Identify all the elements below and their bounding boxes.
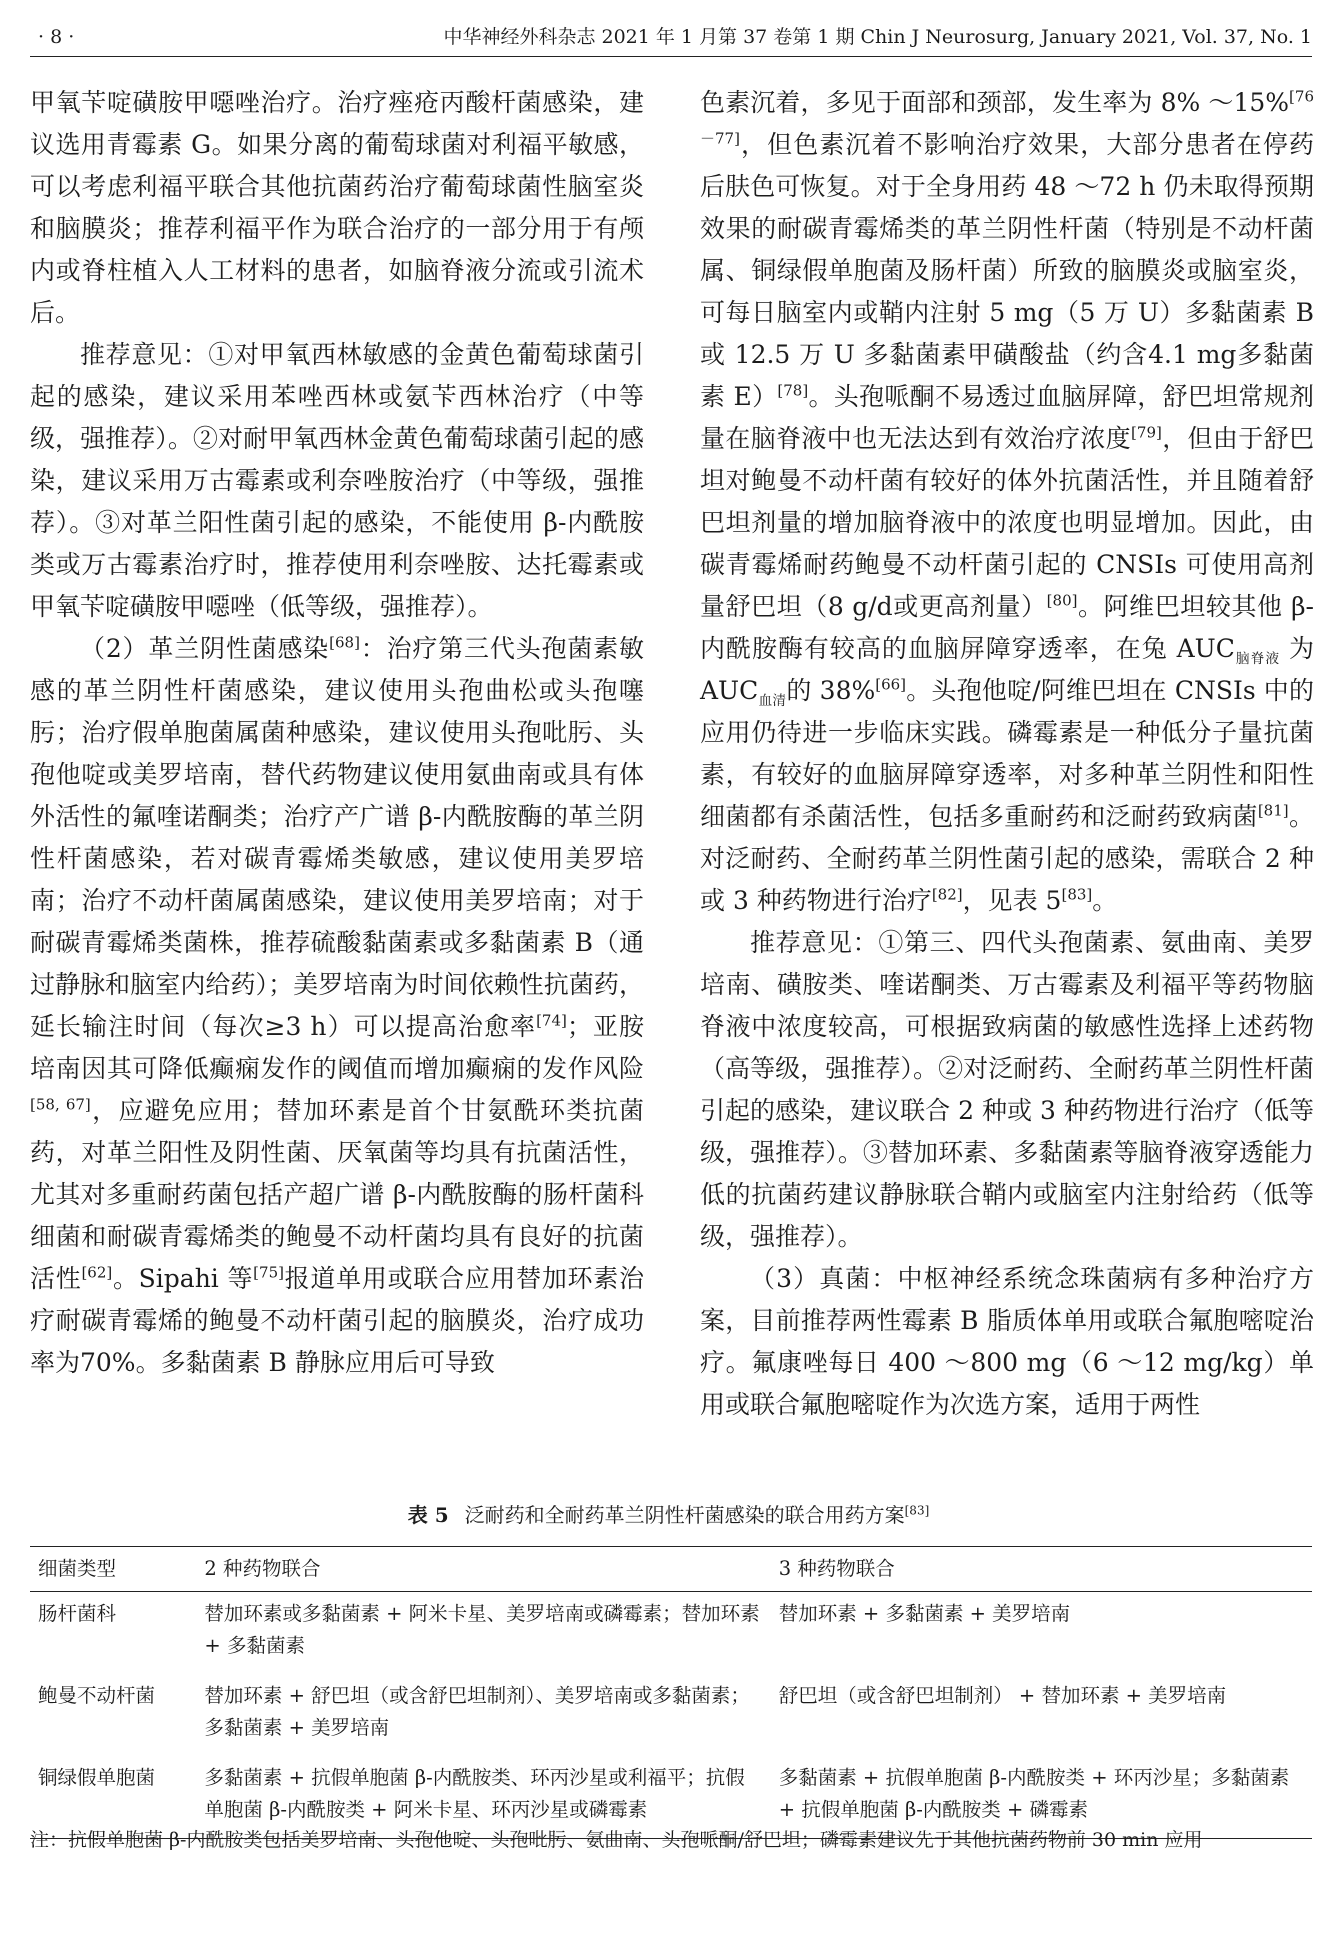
combination-therapy-table [30, 1546, 1312, 1839]
fungal-paragraph: （3）真菌：中枢神经系统念珠菌病有多种治疗方案，目前推荐两性霉素 B 脂质体单用或联合氟胞嘧啶治疗。氟康唑每日 400 ～800 mg（6 ～12 mg/kg）单用或联合氟胞嘧啶作为次选方案，适用于两性 [700, 1264, 1314, 1419]
text: ，应避免应用；替加环素是首个甘氨酰环类抗菌药，对革兰阳性及阴性菌、厌氧菌等均具有抗菌活性，尤其对多重耐药菌包括产超广谱 β-内酰胺酶的肠杆菌科细菌和耐碳青霉烯类的鲍曼不动杆菌均具有良好的抗菌活性 [30, 1096, 644, 1293]
table-title [0, 1500, 1337, 1530]
text: ，见表 5 [962, 886, 1062, 915]
page-number: · 8 · [38, 26, 75, 48]
text: 。 [1092, 886, 1118, 915]
table-cell: 鲍曼不动杆菌 [38, 1684, 156, 1707]
text: ；亚胺培南因其可降低癫痫发作的阈值而增加癫痫的发作风险 [30, 1012, 644, 1083]
reference[interactable]: [83] [904, 1503, 930, 1518]
subscript: 脑脊液 [1234, 651, 1281, 667]
paragraph: 甲氧苄啶磺胺甲噁唑治疗。治疗痤疮丙酸杆菌感染，建议选用青霉素 G。如果分离的葡萄球菌对利福平敏感，可以考虑利福平联合其他抗菌药治疗葡萄球菌性脑室炎和脑膜炎；推荐利福平作为联合治疗的一部分用于有颅内或脊柱植入人工材料的患者，如脑脊液分流或引流术后。 [30, 88, 644, 327]
text: 。阿维巴坦较其他 β-内酰胺酶有较高的血脑屏障穿透率，在兔 AUC [700, 592, 1314, 663]
text: 色素沉着，多见于面部和颈部，发生率为 8% ～15% [700, 88, 1290, 117]
table-cell: 替加环素或多黏菌素 + 阿米卡星、美罗培南或磷霉素；替加环素 + 多黏菌素 [204, 1602, 760, 1657]
paragraph [700, 82, 1314, 922]
text: ，但由于舒巴坦对鲍曼不动杆菌有较好的体外抗菌活性，并且随着舒巴坦剂量的增加脑脊液中的浓度也明显增加。因此，由碳青霉烯耐药鲍曼不动杆菌引起的 CNSIs 可使用高剂量舒巴坦（8 g/d或更高剂量） [700, 424, 1314, 621]
text: 报道单用或联合应用替加环素治疗耐碳青霉烯的鲍曼不动杆菌引起的脑膜炎，治疗成功率为70%。多黏菌素 B 静脉应用后可导致 [30, 1264, 644, 1377]
text: 。头孢他啶/阿维巴坦在 CNSIs 中的应用仍待进一步临床实践。磷霉素是一种低分子量抗菌素，有较好的血脑屏障穿透率，对多种革兰阴性和阳性细菌都有杀菌活性，包括多重耐药和泛耐药致病菌 [700, 676, 1314, 831]
page-header [30, 18, 1312, 57]
table-note: 注：抗假单胞菌 β-内酰胺类包括美罗培南、头孢他啶、头孢吡肟、氨曲南、头孢哌酮/舒巴坦；磷霉素建议先于其他抗菌药物前 30 min 应用 [30, 1829, 1203, 1851]
table-label: 表 5 [407, 1503, 449, 1527]
text: （2）革兰阴性菌感染 [80, 634, 330, 663]
table-cell: 替加环素 + 舒巴坦（或含舒巴坦制剂）、美罗培南或多黏菌素；多黏菌素 + 美罗培南 [204, 1684, 750, 1739]
text: 。Sipahi 等 [112, 1264, 254, 1293]
reference[interactable]: [62] [81, 1263, 113, 1282]
table-header-row [30, 1547, 1312, 1592]
right-column [700, 82, 1314, 1426]
table-cell: 多黏菌素 + 抗假单胞菌 β-内酰胺类 + 环丙沙星；多黏菌素 + 抗假单胞菌 β-内酰胺类 + 磷霉素 [771, 1756, 1312, 1839]
column-header: 细菌类型 [30, 1547, 196, 1592]
reference[interactable]: [75] [253, 1263, 284, 1282]
table-cell: 舒巴坦（或含舒巴坦制剂） + 替加环素 + 美罗培南 [778, 1684, 1227, 1707]
recommendation-paragraph: 推荐意见：①对甲氧西林敏感的金黄色葡萄球菌引起的感染，建议采用苯唑西林或氨苄西林治疗（中等级，强推荐）。②对耐甲氧西林金黄色葡萄球菌引起的感染，建议采用万古霉素或利奈唑胺治疗（中等级，强推荐）。③对革兰阳性菌引起的感染，不能使用 β-内酰胺类或万古霉素治疗时，推荐使用利奈唑胺、达托霉素或甲氧苄啶磺胺甲噁唑（低等级，强推荐）。 [30, 340, 644, 621]
reference[interactable]: [68] [329, 633, 360, 652]
recommendation-paragraph: 推荐意见：①第三、四代头孢菌素、氨曲南、美罗培南、磺胺类、喹诺酮类、万古霉素及利福平等药物脑脊液中浓度较高，可根据致病菌的敏感性选择上述药物（高等级，强推荐）。②对泛耐药、全耐药革兰阴性杆菌引起的感染，建议联合 2 种或 3 种药物进行治疗（低等级，强推荐）。③替加环素、多黏菌素等脑脊液穿透能力低的抗菌药建议静脉联合鞘内或脑室内注射给药（低等级，强推荐）。 [700, 928, 1314, 1251]
table-row [30, 1674, 1312, 1756]
text: 。对泛耐药、全耐药革兰阴性菌引起的感染，需联合 2 种或 3 种药物进行治疗 [700, 802, 1314, 915]
column-header: 2 种药物联合 [196, 1547, 770, 1592]
column-header: 3 种药物联合 [771, 1547, 1312, 1592]
reference[interactable]: [58, 67] [30, 1095, 91, 1114]
reference[interactable]: [81] [1257, 801, 1289, 820]
left-column [30, 82, 644, 1384]
reference[interactable]: [83] [1061, 885, 1093, 904]
reference[interactable]: [80] [1046, 591, 1078, 610]
table-cell: 多黏菌素 + 抗假单胞菌 β-内酰胺类、环丙沙星或利福平；抗假单胞菌 β-内酰胺类 + 阿米卡星、环丙沙星或磷霉素 [196, 1756, 770, 1839]
table-cell: 替加环素 + 多黏菌素 + 美罗培南 [778, 1602, 1071, 1625]
text: ：治疗第三代头孢菌素敏感的革兰阴性杆菌感染，建议使用头孢曲松或头孢噻肟；治疗假单胞菌属菌种感染，建议使用头孢吡肟、头孢他啶或美罗培南，替代药物建议使用氨曲南或具有体外活性的氟喹诺酮类；治疗产广谱 β-内酰胺酶的革兰阴性杆菌感染，若对碳青霉烯类敏感，建议使用美罗培南；治疗不动杆菌属菌感染，建议使用美罗培南；对于耐碳青霉烯类菌株，推荐硫酸黏菌素或多黏菌素 B（通过静脉和脑室内给药）；美罗培南为时间依赖性抗菌药，延长输注时间（每次≥3 h）可以提高治愈率 [30, 634, 644, 1041]
table-row [30, 1592, 1312, 1675]
reference[interactable]: [74] [536, 1011, 567, 1030]
text: 的 38% [786, 676, 876, 705]
reference[interactable]: [76－77] [700, 87, 1314, 148]
reference[interactable]: [82] [931, 885, 963, 904]
reference[interactable]: [66] [875, 675, 907, 694]
reference[interactable]: [79] [1131, 423, 1162, 442]
text: 为 AUC [700, 634, 1314, 705]
gram-negative-paragraph [30, 628, 644, 1384]
table-cell: 铜绿假单胞菌 [30, 1756, 196, 1839]
subscript: 血清 [758, 693, 787, 709]
table-cell: 肠杆菌科 [38, 1602, 117, 1625]
text: ，但色素沉着不影响治疗效果，大部分患者在停药后肤色可恢复。对于全身用药 48 ～72 h 仍未取得预期效果的耐碳青霉烯类的革兰阴性杆菌（特别是不动杆菌属、铜绿假单胞菌及肠杆菌）所致的脑膜炎或脑室炎，可每日脑室内或鞘内注射 5 mg（5 万 U）多黏菌素 B 或 12.5 万 U 多黏菌素甲磺酸盐（约含4.1 mg多黏菌素 E） [700, 130, 1314, 411]
reference[interactable]: [78] [777, 381, 809, 400]
text: 。头孢哌酮不易透过血脑屏障，舒巴坦常规剂量在脑脊液中也无法达到有效治疗浓度 [700, 382, 1314, 453]
journal-citation: 中华神经外科杂志 2021 年 1 月第 37 卷第 1 期 Chin J Neurosurg, January 2021, Vol. 37, No. 1 [443, 26, 1312, 48]
table-title-text: 泛耐药和全耐药革兰阴性杆菌感染的联合用药方案 [464, 1503, 905, 1527]
